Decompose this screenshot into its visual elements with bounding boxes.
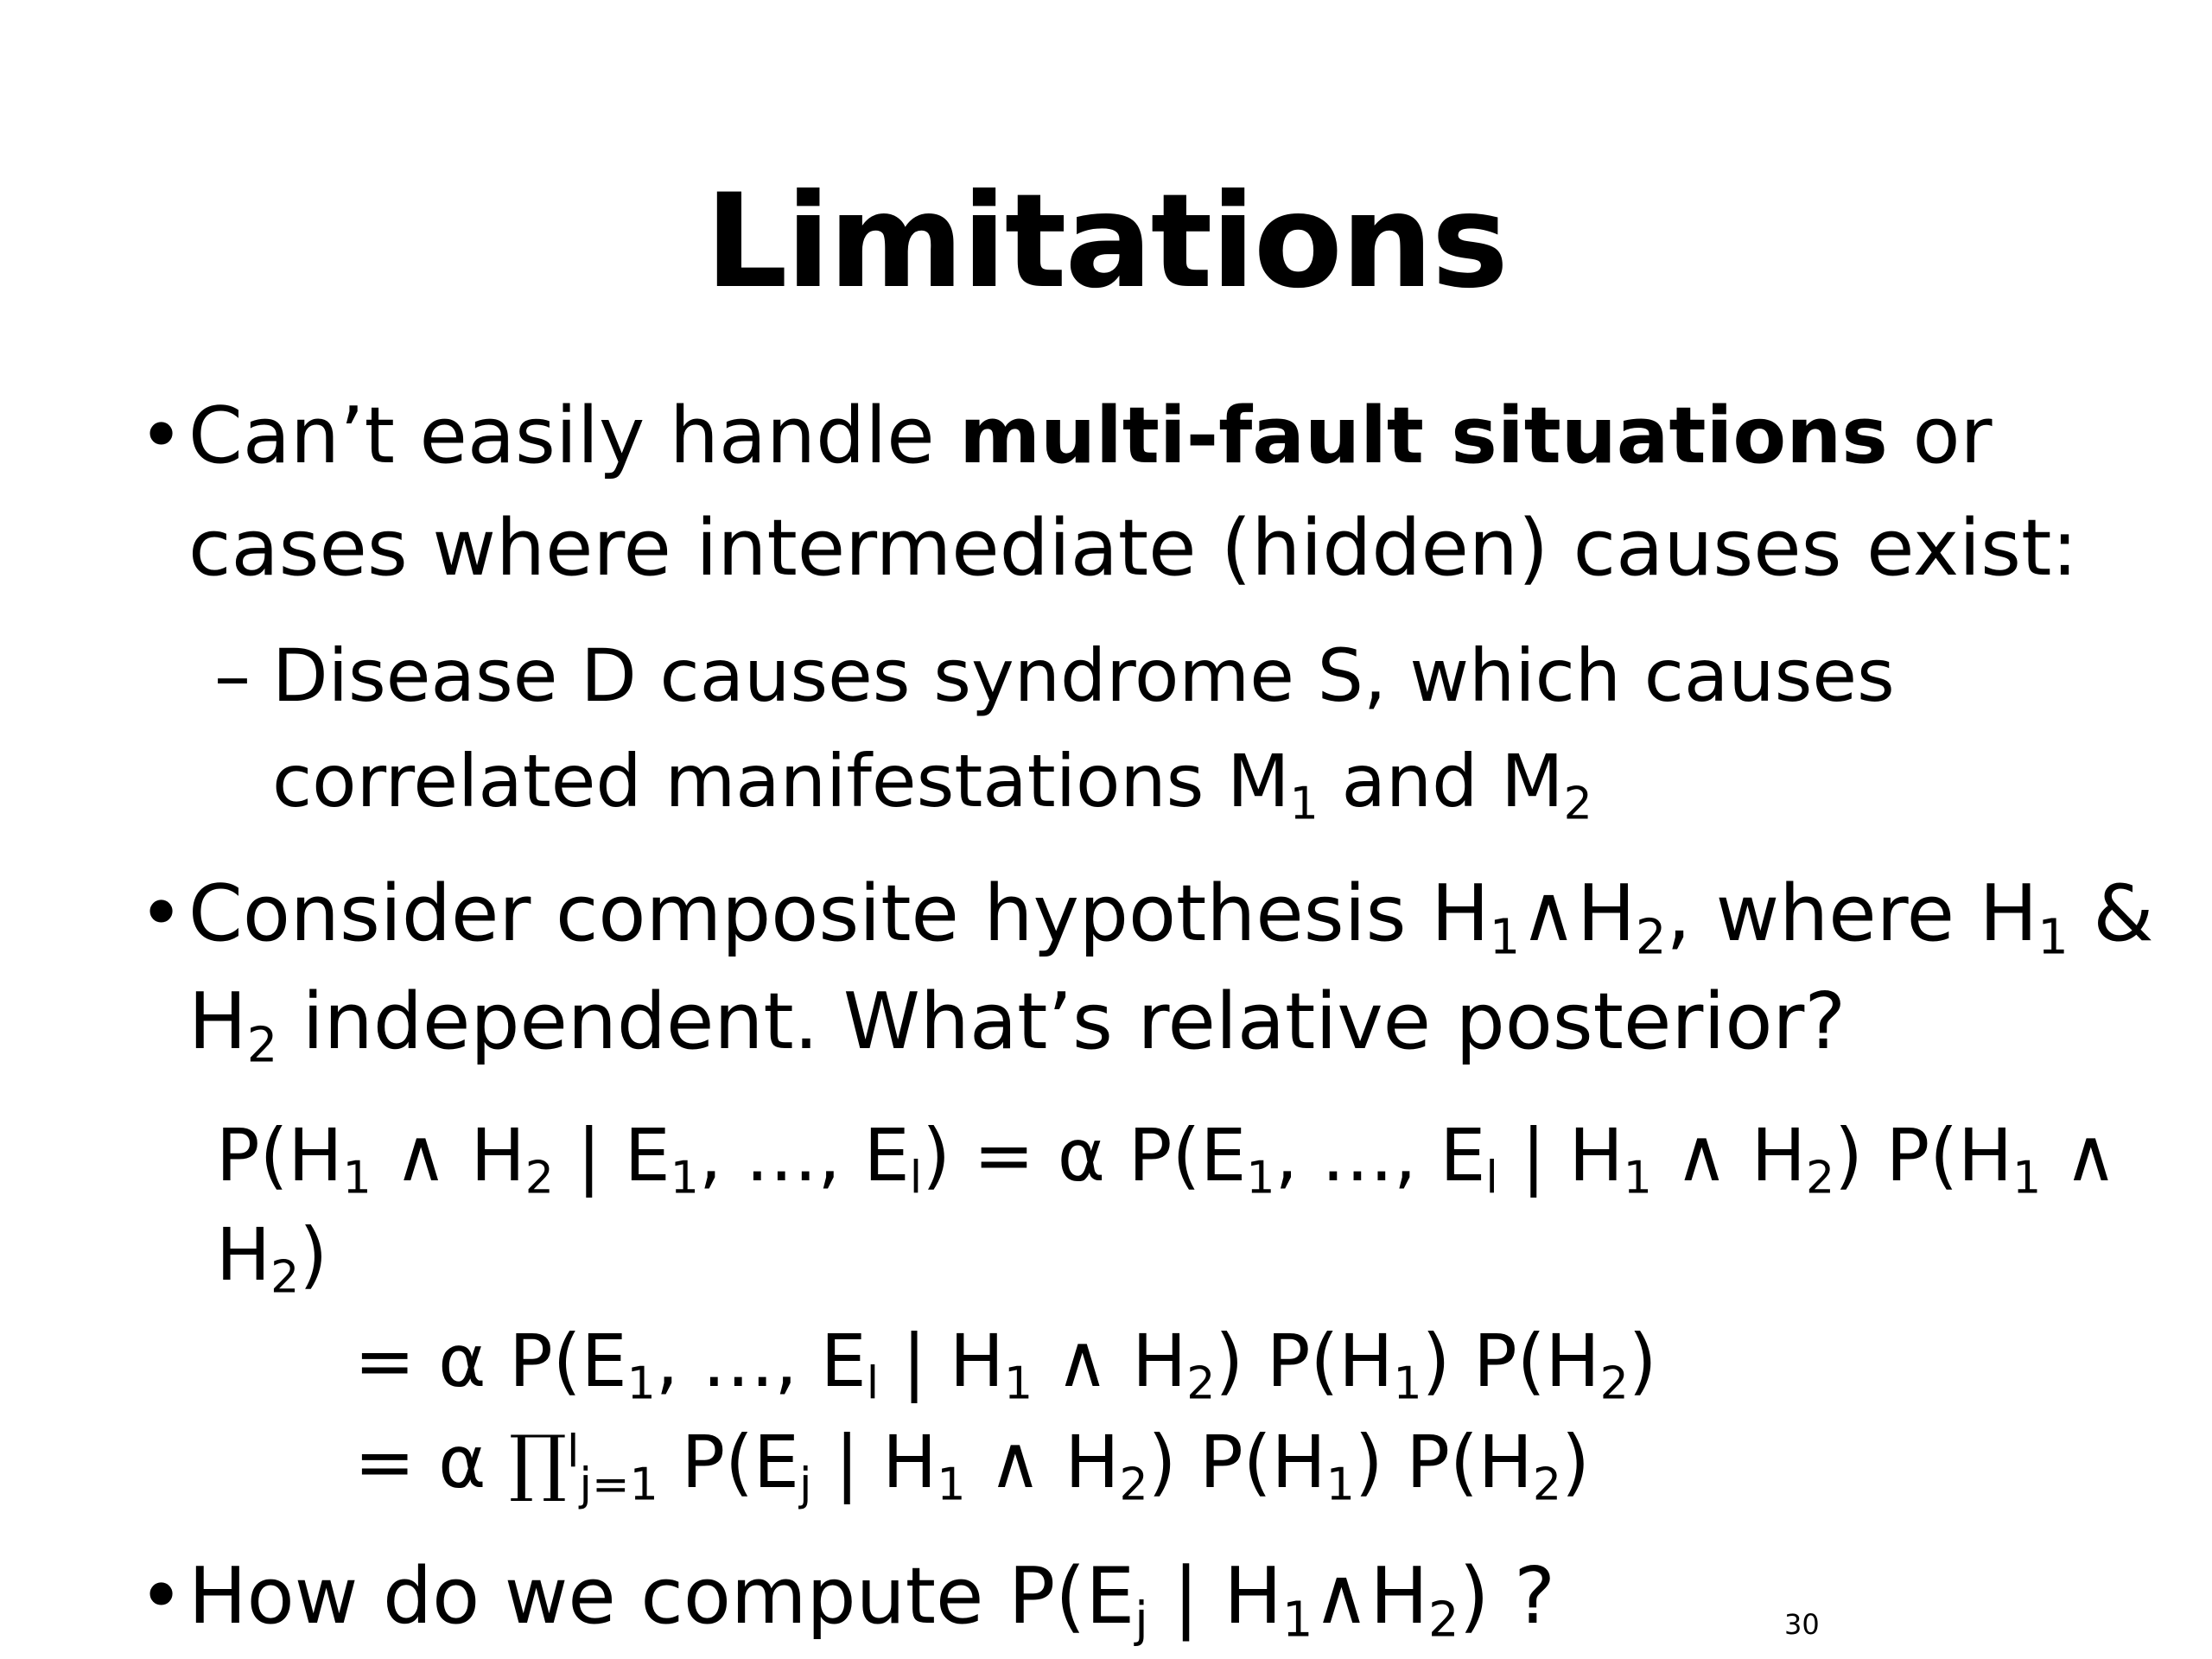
bullet-3-line-1	[188, 1549, 1556, 1649]
text-run: | H	[1497, 1113, 1624, 1198]
text-run: ) = α P(E	[922, 1113, 1247, 1198]
subscript: 1	[1004, 1357, 1033, 1410]
bullet-1-line-2: cases where intermediate (hidden) causes exist:	[188, 503, 2078, 594]
equation-3	[354, 1417, 1590, 1511]
text-run: H	[216, 1212, 271, 1297]
text-run: correlated manifestations M	[272, 739, 1290, 823]
subscript: 2	[1186, 1357, 1216, 1410]
text-run: ∧H	[1520, 868, 1636, 959]
equation-2	[354, 1316, 1657, 1410]
subscript: 1	[1393, 1357, 1422, 1410]
slide-title: Limitations	[705, 167, 1507, 317]
text-run: )	[1561, 1420, 1590, 1504]
text-run: ) P(H	[1421, 1319, 1600, 1403]
bullet-2-line-1	[188, 867, 2154, 966]
subscript: 1	[1289, 778, 1319, 830]
product-symbol: ∏	[509, 1420, 568, 1504]
subscript: 2	[1599, 1357, 1629, 1410]
subscript: 2	[1805, 1152, 1835, 1205]
subscript: 1	[342, 1152, 372, 1205]
text-run: H	[188, 976, 247, 1067]
text-run: , …, E	[698, 1113, 910, 1198]
text-run: = α	[354, 1420, 510, 1504]
subscript: 1	[1489, 909, 1521, 966]
text-run: and M	[1318, 739, 1564, 823]
text-run: = α P(E	[354, 1319, 627, 1403]
text-run: , …, E	[655, 1319, 867, 1403]
text-run: )	[299, 1212, 328, 1297]
text-run: ) P(H	[1147, 1420, 1326, 1504]
bold-text: multi-fault situations	[959, 391, 1888, 481]
text-run: ∧ H	[1651, 1113, 1806, 1198]
text-run: Consider composite hypothesis H	[188, 868, 1490, 959]
text-run: &	[2068, 868, 2154, 959]
sub-bullet-line-2	[272, 736, 1592, 830]
subscript: 2	[246, 1017, 278, 1074]
text-run: ∧ H	[1033, 1319, 1187, 1403]
text-run: )	[1628, 1319, 1657, 1403]
bullet-marker: •	[138, 868, 185, 959]
text-run: or	[1887, 391, 1993, 481]
subscript: 2	[1563, 778, 1592, 830]
text-run: ∧H	[1313, 1551, 1429, 1642]
text-run: , where H	[1666, 868, 2038, 959]
text-run: ∧ H	[965, 1420, 1120, 1504]
text-run: | E	[553, 1113, 671, 1198]
subscript: l	[909, 1152, 923, 1205]
sub-bullet-line-1: Disease D causes syndrome S, which causes	[272, 633, 1895, 718]
dash-marker: –	[214, 633, 251, 718]
subscript: 1	[2012, 1152, 2042, 1205]
subscript: 1	[1281, 1592, 1313, 1649]
subscript: l	[866, 1357, 880, 1410]
subscript: 2	[270, 1251, 300, 1304]
text-run: | H	[1147, 1551, 1282, 1642]
bullet-2-line-2	[188, 975, 1847, 1074]
text-run: | H	[811, 1420, 938, 1504]
text-run: ) ?	[1459, 1551, 1556, 1642]
text-run: ∧ H	[371, 1113, 525, 1198]
text-run: ∧	[2041, 1113, 2118, 1198]
text-run: ) P(H	[1215, 1319, 1394, 1403]
bullet-marker: •	[138, 391, 185, 481]
text-run: P(H	[216, 1113, 343, 1198]
text-run: How do we compute P(E	[188, 1551, 1135, 1642]
subscript: 2	[1428, 1592, 1459, 1649]
subscript: j=1	[579, 1459, 658, 1511]
subscript: j	[1135, 1592, 1148, 1649]
subscript: 1	[2037, 909, 2069, 966]
subscript: 1	[1246, 1152, 1275, 1205]
subscript: j	[798, 1459, 812, 1511]
subscript: 1	[937, 1459, 966, 1511]
text-run: Can’t easily handle	[188, 391, 960, 481]
text-run: independent. What’s relative posterior?	[277, 976, 1847, 1067]
equation-1-line-2	[216, 1210, 328, 1304]
bullet-marker: •	[138, 1551, 185, 1642]
subscript: 2	[1635, 909, 1667, 966]
subscript: l	[1485, 1152, 1498, 1205]
bullet-1-line-1	[188, 389, 1993, 484]
text-run: ) P(H	[1354, 1420, 1533, 1504]
subscript: 1	[1325, 1459, 1355, 1511]
text-run: P(E	[658, 1420, 799, 1504]
subscript: 2	[524, 1152, 554, 1205]
text-run: | H	[879, 1319, 1005, 1403]
page-number: 30	[1784, 1608, 1820, 1641]
text-run: , …, E	[1274, 1113, 1486, 1198]
superscript: l	[567, 1426, 580, 1478]
subscript: 1	[626, 1357, 656, 1410]
text-run: ) P(H	[1834, 1113, 2013, 1198]
subscript: 1	[1623, 1152, 1652, 1205]
subscript: 1	[670, 1152, 699, 1205]
subscript: 2	[1119, 1459, 1148, 1511]
equation-1-line-1	[216, 1110, 2118, 1205]
subscript: 2	[1532, 1459, 1562, 1511]
